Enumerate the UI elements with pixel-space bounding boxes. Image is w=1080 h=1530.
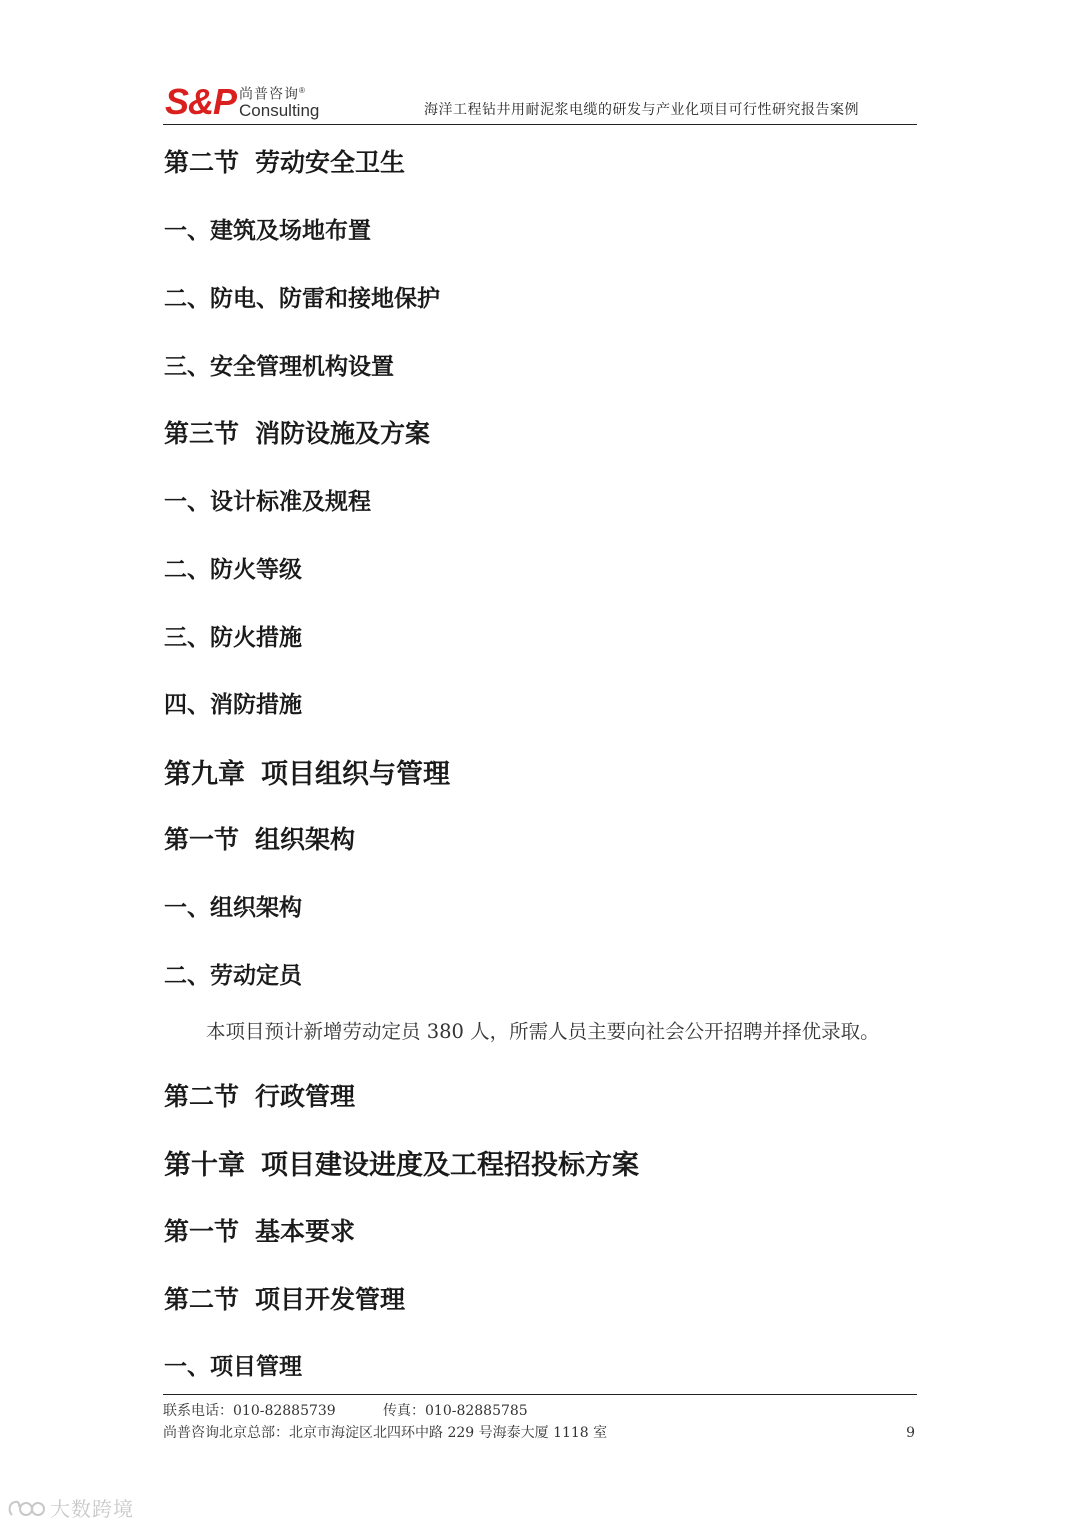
toc-section: 第一节 组织架构	[164, 825, 356, 854]
footer-address: 尚普咨询北京总部：北京市海淀区北四环中路 229 号海泰大厦 1118 室	[163, 1425, 608, 1441]
company-logo	[165, 76, 319, 120]
toc-item: 二、防电、防雷和接地保护	[164, 286, 440, 312]
footer-divider	[163, 1394, 917, 1395]
toc-section: 第一节 基本要求	[164, 1217, 356, 1246]
page-number: 9	[906, 1425, 915, 1441]
toc-chapter: 第九章 项目组织与管理	[164, 759, 450, 790]
watermark	[6, 1493, 134, 1522]
toc-item: 二、劳动定员	[164, 963, 302, 989]
logo-mark: S&P	[165, 81, 237, 122]
toc-section: 第二节 行政管理	[164, 1082, 356, 1111]
toc-item: 一、项目管理	[164, 1354, 302, 1380]
body-paragraph: 本项目预计新增劳动定员 380 人，所需人员主要向社会公开招聘并择优录取。	[206, 1020, 880, 1043]
toc-item: 一、设计标准及规程	[164, 489, 371, 515]
toc-item: 一、建筑及场地布置	[164, 218, 371, 244]
watermark-text: 大数跨境	[50, 1497, 134, 1521]
footer-phone: 联系电话：010-82885739	[163, 1403, 336, 1419]
toc-item: 一、组织架构	[164, 895, 302, 921]
logo-english-name: Consulting	[239, 101, 320, 120]
registered-mark: ®	[299, 86, 306, 96]
toc-item: 二、防火等级	[164, 557, 302, 583]
page-header	[163, 72, 917, 125]
toc-chapter: 第十章 项目建设进度及工程招投标方案	[164, 1150, 639, 1181]
page-footer	[163, 1400, 917, 1444]
toc-item: 三、安全管理机构设置	[164, 354, 394, 380]
logo-chinese-name: 尚普咨询	[239, 86, 300, 102]
toc-item: 四、消防措施	[164, 692, 302, 718]
report-title: 海洋工程钻井用耐泥浆电缆的研发与产业化项目可行性研究报告案例	[424, 102, 859, 118]
watermark-logo-icon	[6, 1497, 46, 1519]
toc-item: 三、防火措施	[164, 625, 302, 651]
toc-section: 第二节 项目开发管理	[164, 1285, 406, 1314]
footer-fax: 传真：010-82885785	[383, 1403, 528, 1419]
toc-section: 第三节 消防设施及方案	[164, 419, 431, 448]
toc-section: 第二节 劳动安全卫生	[164, 148, 406, 177]
